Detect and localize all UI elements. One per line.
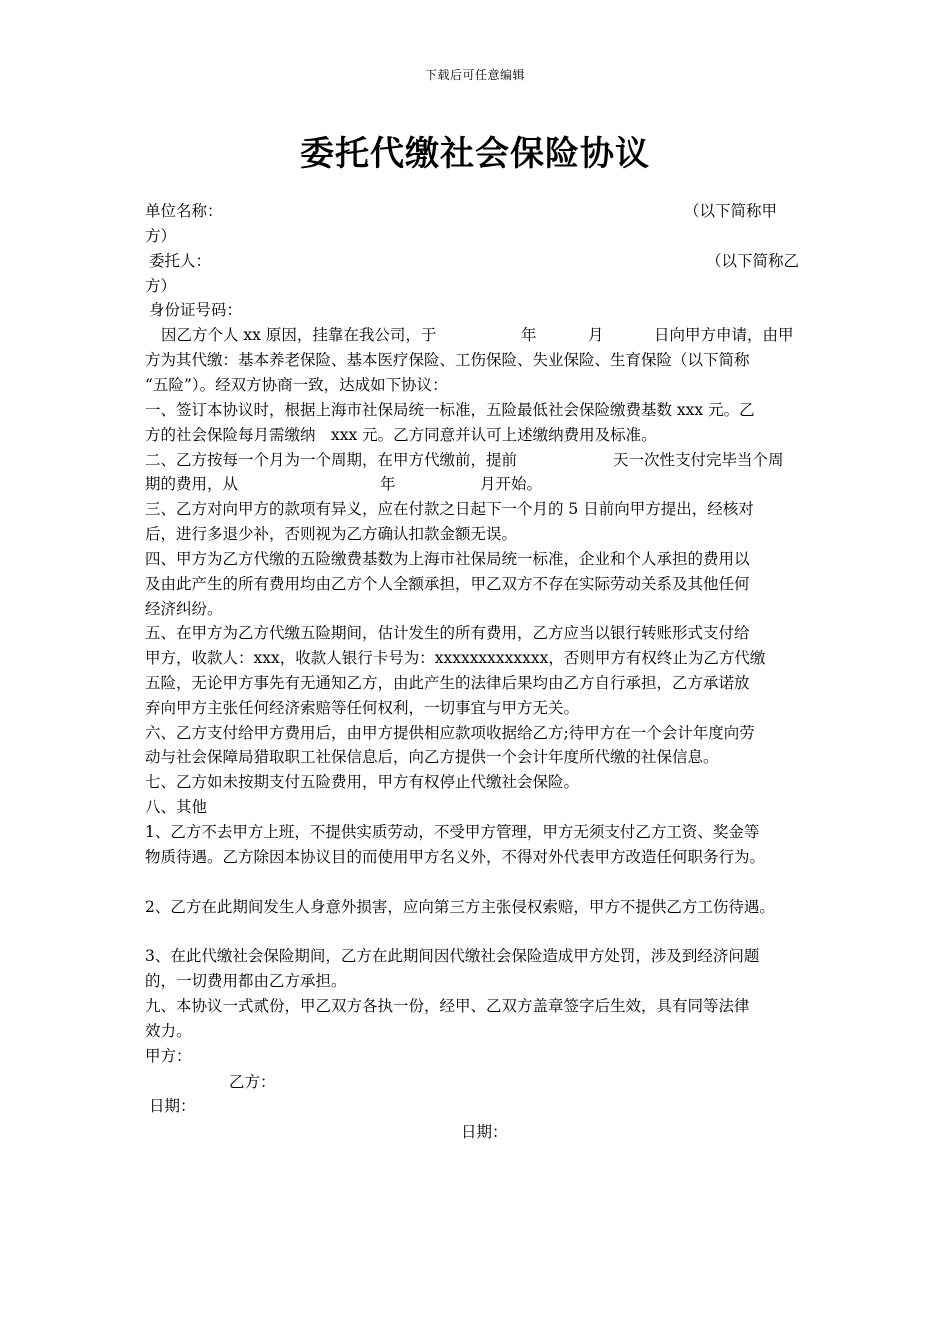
signature-party-a: 甲方：: [145, 1047, 192, 1065]
intro-line-3: “五险”）。经双方协商一致，达成如下协议：: [145, 376, 448, 394]
clause-2-year: 年: [380, 475, 396, 493]
clause-3-line-2: 后，进行多退少补，否则视为乙方确认扣款金额无误。: [145, 525, 518, 543]
clause-5-line-1: 五、在甲方为乙方代缴五险期间，估计发生的所有费用，乙方应当以银行转账形式支付给: [145, 624, 750, 642]
party-b-note: （以下简称乙: [706, 252, 800, 270]
clause-9-line-1: 九、本协议一式贰份，甲乙双方各执一份，经甲、乙双方盖章签字后生效，具有同等法律: [145, 997, 750, 1015]
intro-year: 年: [521, 326, 537, 344]
other-2: 2、乙方在此期间发生人身意外损害，应向第三方主张侵权索赔，甲方不提供乙方工伤待遇。: [145, 898, 775, 916]
clause-2-month: 月开始。: [480, 475, 543, 493]
clause-5-line-2: 甲方，收款人：xxx，收款人银行卡号为：xxxxxxxxxxxxx，否则甲方有权终止为乙方代缴: [145, 649, 766, 667]
signature-date-a: 日期：: [149, 1097, 196, 1115]
clause-4-line-2: 及由此产生的所有费用均由乙方个人全额承担，甲乙双方不存在实际劳动关系及其他任何: [145, 575, 750, 593]
clause-1-line-1: 一、签订本协议时，根据上海市社保局统一标准，五险最低社会保险缴费基数 xxx 元。乙: [145, 401, 755, 419]
clause-3-line-1: 三、乙方对向甲方的款项有异义，应在付款之日起下一个月的 5 日前向甲方提出，经核对: [145, 500, 754, 518]
intro-line-1-end: 日向甲方申请，由甲: [654, 326, 794, 344]
intro-line-1: 因乙方个人 xx 原因，挂靠在我公司，于: [161, 326, 437, 344]
clause-4-line-3: 经济纠纷。: [145, 600, 223, 618]
party-a-note: （以下简称甲: [684, 202, 778, 220]
clause-4-line-1: 四、甲方为乙方代缴的五险缴费基数为上海市社保局统一标准，企业和个人承担的费用以: [145, 550, 750, 568]
document-title: 委托代缴社会保险协议: [300, 134, 650, 174]
clause-6-line-1: 六、乙方支付给甲方费用后，由甲方提供相应款项收据给乙方;待甲方在一个会计年度向劳: [145, 724, 755, 742]
party-a-label: 单位名称：: [145, 202, 223, 220]
intro-line-2: 方为其代缴：基本养老保险、基本医疗保险、工伤保险、失业保险、生育保险（以下简称: [145, 351, 750, 369]
other-1-line-2: 物质待遇。乙方除因本协议目的而使用甲方名义外，不得对外代表甲方改造任何职务行为。: [145, 848, 766, 866]
clause-6-line-2: 动与社会保障局猎取职工社保信息后，向乙方提供一个会计年度所代缴的社保信息。: [145, 748, 719, 766]
clause-2-line-1-end: 天一次性支付完毕当个周: [613, 451, 784, 469]
id-number-label: 身份证号码：: [149, 301, 243, 319]
clause-8-heading: 八、其他: [145, 798, 208, 816]
clause-2-line-1: 二、乙方按每一个月为一个周期，在甲方代缴前，提前: [145, 451, 518, 469]
clause-7: 七、乙方如未按期支付五险费用，甲方有权停止代缴社会保险。: [145, 773, 580, 791]
clause-5-line-3: 五险，无论甲方事先有无通知乙方，由此产生的法律后果均由乙方自行承担，乙方承诺放: [145, 674, 750, 692]
party-b-label: 委托人：: [149, 252, 212, 270]
clause-1-line-2: 方的社会保险每月需缴纳 xxx 元。乙方同意并认可上述缴纳费用及标准。: [145, 426, 657, 444]
signature-date-b: 日期：: [461, 1123, 508, 1141]
other-3-line-1: 3、在此代缴社会保险期间，乙方在此期间因代缴社会保险造成甲方处罚，涉及到经济问题: [145, 947, 760, 965]
intro-month: 月: [588, 326, 604, 344]
header-note: 下载后可任意编辑: [424, 68, 525, 82]
party-b-note-cont: 方）: [145, 277, 177, 295]
clause-9-line-2: 效力。: [145, 1022, 192, 1040]
signature-party-b: 乙方：: [229, 1073, 276, 1091]
clause-5-line-4: 弃向甲方主张任何经济索赔等任何权利，一切事宜与甲方无关。: [145, 699, 580, 717]
other-1-line-1: 1、乙方不去甲方上班，不提供实质劳动，不受甲方管理，甲方无须支付乙方工资、奖金等: [145, 823, 760, 841]
other-3-line-2: 的，一切费用都由乙方承担。: [145, 972, 347, 990]
clause-2-line-2: 期的费用，从: [145, 475, 239, 493]
party-a-note-cont: 方）: [145, 227, 177, 245]
